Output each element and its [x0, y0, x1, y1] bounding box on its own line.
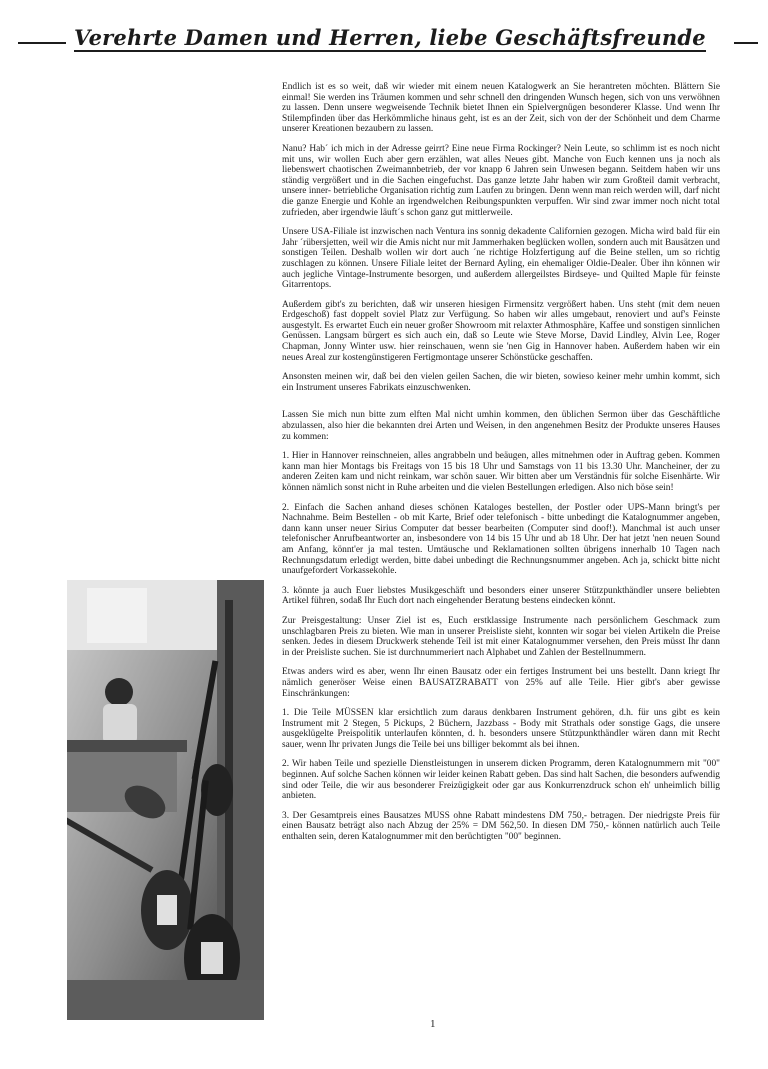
- page-number: 1: [430, 1018, 436, 1030]
- paragraph-restriction-2: 2. Wir haben Teile und spezielle Dienstleistungen in unserem dicken Programm, deren Katalognummern mit "00" beginnen. Auf solche Sachen können wir leider keinen Rabatt geben. Das sind halt Sachen, die besonders aufwendig sind oder Teile, die wir aus besonderer Freizügigkeit oder gar aus Konkurrenzdruck schon eh' unheimlich billig anbieten.: [282, 759, 720, 802]
- paragraph-geschaeftliches: Lassen Sie mich nun bitte zum elften Mal nicht umhin kommen, den üblichen Sermon über das Geschäftliche abzulassen, also hier die bekannten drei Arten und Weisen, in den angenehmen Besitz der Produkte unseres Hauses zu kommen:: [282, 410, 720, 442]
- page-title: Verehrte Damen und Herren, liebe Geschäftsfreunde: [74, 25, 706, 50]
- paragraph-option-3: 3. könnte ja auch Euer liebstes Musikgeschäft und besonders einer unserer Stützpunkthändler unsere beliebten Artikel führen, sodaß Ihr Euch dort nach eingehender Beratung bestens eindecken könnt.: [282, 585, 720, 607]
- page-header: [18, 20, 758, 60]
- paragraph-restriction-1: 1. Die Teile MÜSSEN klar ersichtlich zum daraus denkbaren Instrument gehören, d.h. für uns gibt es kein Instrument mit 2 Stegen, 5 Pickups, 2 Büchern, Jazzbass - Body mit Strathals oder sonstige Gags, die unsere ausgeklügelte Preispolitik unterlaufen könnten, d. h. besonders unsere Stützpunkthändler wären dann mit Recht sauer, wenn Ihr privaten Jungs die Teile bei uns billiger bekommt als bei ihnen.: [282, 708, 720, 750]
- paragraph-usa-filiale: Unsere USA-Filiale ist inzwischen nach Ventura ins sonnig dekadente Californien gezogen. Micha wird bald für ein Jahr ´rübersjetten, weil wir die Amis nicht nur mit Jammerhaken beglücken wollen, sondern auch mit Bausätzen und sonstigen Teilen. Deshalb wollen wir dort auch ´ne richtige Holzfertigung auf die Beine stellen, um so richtig zuschlagen zu können. Unsere Filiale leitet der Bernard Ayling, ein ehemaliger Oldie-Dealer. Über ihn können wir auch jegliche Vintage-Instrumente besorgen, und außerdem allergeilstes Birdseye- und Quilted Maple für feinste Gitarrentops.: [282, 227, 720, 291]
- paragraph-option-1: 1. Hier in Hannover reinschneien, alles angrabbeln und beäugen, alles mitnehmen oder in Auftrag geben. Kommen kann man hier Montags bis Freitags von 15 bis 18 Uhr und Samstags von 11 bis 13.30 Uhr. Mancheiner, der zu anderen Zeiten kam und nicht reinkam, war schön sauer. Wir bitten aber um Verständnis für solche Eisenhärte. Wir können nämlich sonst nicht in Ruhe arbeiten und die vielen Bestellungen erledigen. Also nich böse sein!: [282, 451, 720, 493]
- header-rule-right: [734, 42, 758, 44]
- header-rule-left: [18, 42, 66, 44]
- paragraph-option-2: 2. Einfach die Sachen anhand dieses schönen Kataloges bestellen, der Postler oder UPS-Mann bringt's per Nachnahme. Beim Bestellen - ob mit Karte, Brief oder telefonisch - bitte unbedingt die Katalognummer angeben, dann kann unser neuer Sirius Computer dat besser bearbeiten (Computer sind doof!). Manchmal ist auch unser telefonischer Anrufbeantworter an, insbesondere von 14 bis 15 Uhr und ab 18 Uhr. Der hat jetzt 'nen neuen Sound am Anfang, könnt'er ja mal testen. Umtäusche und Reklamationen sollten übrigens innerhalb 10 Tagen nach Rechnungsdatum erledigt werden, bitte dabei unbedingt die Rechnungsnummer angeben. Ach ja, schickt bitte nicht unaufgefordert Vorkassekohle.: [282, 502, 720, 577]
- workshop-photo: [67, 580, 264, 1020]
- paragraph-preisgestaltung: Zur Preisgestaltung: Unser Ziel ist es, Euch erstklassige Instrumente nach persönlichem Geschmack zum unschlagbaren Preis zu bieten. Wie man in unserer Preisliste sieht, konnten wir sogar bei vielen Artikeln die Preise senken. Jedes in diesem Druckwerk stehende Teil ist mit einer Katalognummer versehen, den Preis müsst Ihr dann in der Preisliste suchen. Sie ist durchnummeriert nach Alphabet und Zahlen der Bestellnummern.: [282, 615, 720, 658]
- letter-body: [282, 82, 720, 852]
- paragraph-firmensitz: Außerdem gibt's zu berichten, daß wir unseren hiesigen Firmensitz vergrößert haben. Uns steht (mit dem neuen Erdgeschoß) fast doppelt soviel Platz zur Verfügung. So haben wir alles umgebaut, renoviert und auf's Feinste ausgestylt. Es erwartet Euch ein neuer großer Showroom mit relaxter Athmosphäre, Kaffee und sonstigen sinnlichen Genüssen. Langsam bürgert es sich auch ein, daß so Leute wie Steve Morse, David Lindley, Alvin Lee, Roger Chapman, Jonny Winter usw. hier reinschauen, wenn sie 'nen Gig in Hannover haben. Außerdem haben wir ein neues Areal zur kostengünstigeren Fertigmontage unserer Schönstücke geschaffen.: [282, 299, 720, 363]
- paragraph-nanu: Nanu? Hab´ ich mich in der Adresse geirrt? Eine neue Firma Rockinger? Nein Leute, so schlimm ist es noch nicht mit uns, wir wollen Euch aber gern erzählen, wat alles Neues gibt. Manche von Euch kennen uns ja noch als liebenswert chaotischen Zweimannbetrieb, der vor knapp 6 Jahren sein Unwesen begann. Seitdem haben wir uns ständig vergrößert und in die Sachen eingefuchst. Das ganze letzte Jahr haben wir zum Großteil damit verbracht, unsere inner- betriebliche Organisation richtig zum Laufen zu bringen. Denn wenn man reich werden will, darf nicht die ganze Energie und Kohle an irgendwelchen Reibungspunkten verpuffen. Wir sind zwar immer noch nicht total zufrieden, aber irgendwie läuft´s schon ganz gut mittlerweile.: [282, 143, 720, 218]
- paragraph-ansonsten: Ansonsten meinen wir, daß bei den vielen geilen Sachen, die wir bieten, sowieso keiner mehr umhin kommt, sich ein Instrument unseres Fabrikats einzuschwenken.: [282, 372, 720, 393]
- paragraph-bausatzrabatt: Etwas anders wird es aber, wenn Ihr einen Bausatz oder ein fertiges Instrument bei uns bestellt. Dann kriegt Ihr nämlich generöser Weise einen BAUSATZRABATT von 25% auf alle Teile. Hier gibt's aber gewisse Einschränkungen:: [282, 667, 720, 699]
- paragraph-restriction-3: 3. Der Gesamtpreis eines Bausatzes MUSS ohne Rabatt mindestens DM 750,- betragen. Der niedrigste Preis für einen Bausatz beträgt also nach Abzug der 25% = DM 562,50. In diesen DM 750,- können natürlich auch Teile enthalten sein, deren Katalognummer mit den berüchtigten "00" beginnen.: [282, 810, 720, 843]
- paragraph-intro: Endlich ist es so weit, daß wir wieder mit einem neuen Katalogwerk an Sie herantreten möchten. Blättern Sie einmal! Sie werden ins Träumen kommen und sehr schnell den dringenden Wunsch hegen, sich von uns verwöhnen zu lassen. Denn unsere wegweisende Technik bietet Ihnen ein Spielvergnügen besonderer Klasse. Und wenn Ihr Stilempfinden über das Herkömmliche hinaus geht, ist es an der Zeit, sich von der der Schönheit und dem Charme unserer Kreationen bezaubern zu lassen.: [282, 82, 720, 135]
